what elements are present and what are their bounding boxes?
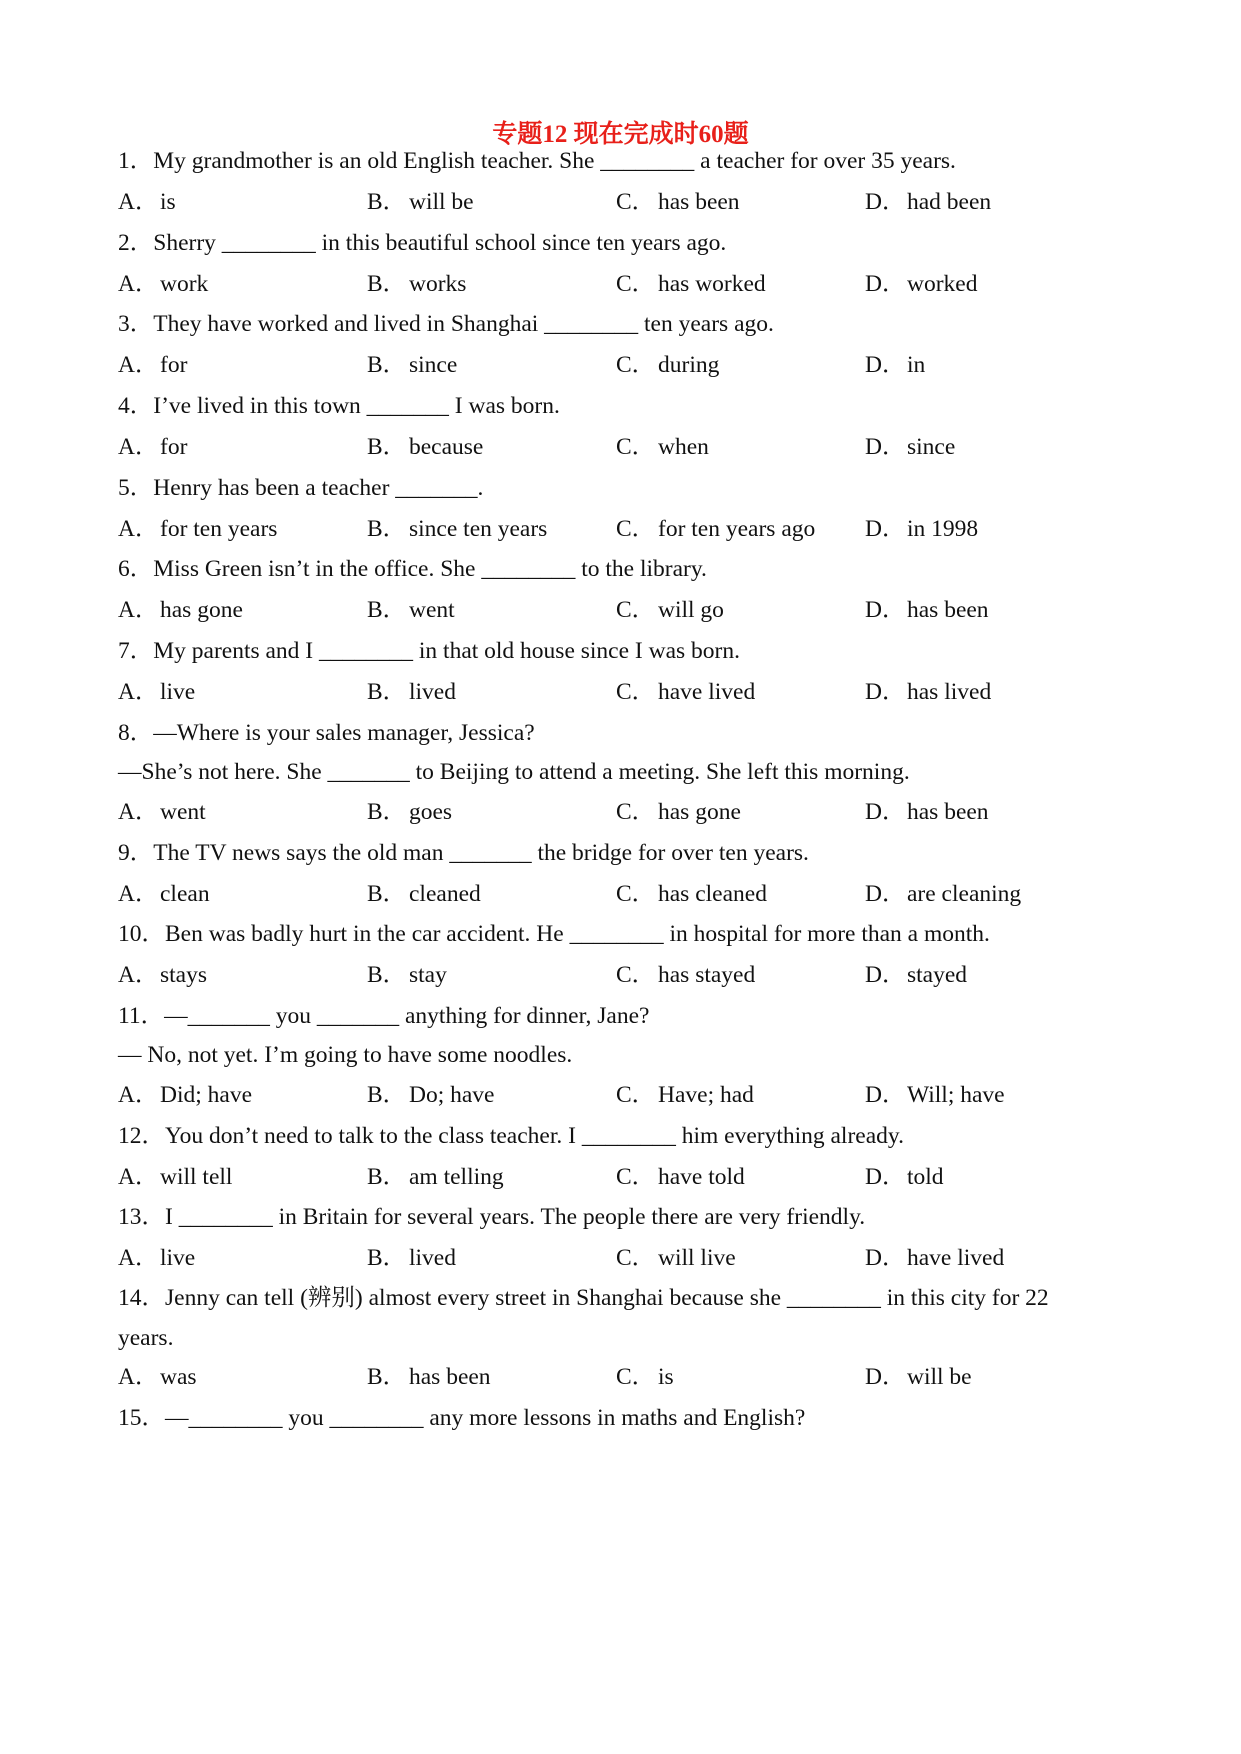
- question-3: 3．They have worked and lived in Shanghai ________ ten years ago.: [118, 311, 774, 337]
- question-5: 5．Henry has been a teacher _______.: [118, 475, 484, 501]
- option-b: B． will be: [367, 189, 474, 215]
- option-a: A．Did; have: [118, 1082, 253, 1108]
- option-b: B． because: [367, 434, 484, 460]
- question-8: 8．—Where is your sales manager, Jessica?: [118, 720, 535, 746]
- option-a: A．will tell: [118, 1164, 233, 1190]
- option-b: B． since: [367, 352, 458, 378]
- option-b: B． went: [367, 597, 455, 623]
- option-a: A．for: [118, 352, 188, 378]
- question-10: 10．Ben was badly hurt in the car accident. He ________ in hospital for more than a month.: [118, 921, 990, 947]
- option-d: D．worked: [865, 271, 978, 297]
- option-b: B． cleaned: [367, 881, 481, 907]
- option-a: A．clean: [118, 881, 210, 907]
- question-13-options: [0, 1241, 1241, 1275]
- option-d: D．has been: [865, 799, 989, 825]
- option-b: B． am telling: [367, 1164, 504, 1190]
- option-d: D．in: [865, 352, 926, 378]
- option-c: C． is: [616, 1364, 674, 1390]
- option-b: B． stay: [367, 962, 447, 988]
- option-c: C． has cleaned: [616, 881, 767, 907]
- question-3-options: [0, 348, 1241, 382]
- question-2-options: [0, 267, 1241, 301]
- option-c: C． will live: [616, 1245, 736, 1271]
- option-c: C． have lived: [616, 679, 756, 705]
- option-c: C． has worked: [616, 271, 766, 297]
- option-d: D．had been: [865, 189, 992, 215]
- question-12: 12．You don’t need to talk to the class teacher. I ________ him everything already.: [118, 1123, 904, 1149]
- question-11-response: — No, not yet. I’m going to have some noodles.: [118, 1042, 573, 1068]
- option-d: D．will be: [865, 1364, 972, 1390]
- option-d: D．stayed: [865, 962, 968, 988]
- option-d: D．in 1998: [865, 516, 979, 542]
- option-c: C． have told: [616, 1164, 745, 1190]
- question-2: 2．Sherry ________ in this beautiful school since ten years ago.: [118, 230, 727, 256]
- option-c: C． when: [616, 434, 709, 460]
- question-13: 13．I ________ in Britain for several years. The people there are very friendly.: [118, 1204, 866, 1230]
- option-c: C． has stayed: [616, 962, 756, 988]
- question-7-options: [0, 675, 1241, 709]
- question-4-options: [0, 430, 1241, 464]
- option-a: A．was: [118, 1364, 197, 1390]
- question-1-options: [0, 185, 1241, 219]
- question-8-options: [0, 795, 1241, 829]
- option-a: A．is: [118, 189, 176, 215]
- option-b: B． since ten years: [367, 516, 548, 542]
- option-a: A．work: [118, 271, 209, 297]
- question-14-continuation: years.: [118, 1325, 174, 1351]
- option-d: D．has been: [865, 597, 989, 623]
- option-a: A．went: [118, 799, 206, 825]
- option-b: B． goes: [367, 799, 453, 825]
- option-c: C． for ten years ago: [616, 516, 816, 542]
- question-1: 1．My grandmother is an old English teacher. She ________ a teacher for over 35 years.: [118, 148, 956, 174]
- option-a: A．live: [118, 679, 196, 705]
- question-11: 11．—_______ you _______ anything for dinner, Jane?: [118, 1003, 650, 1029]
- page-title: 专题12 现在完成时60题: [492, 121, 749, 148]
- question-6: 6．Miss Green isn’t in the office. She ________ to the library.: [118, 556, 707, 582]
- question-7: 7．My parents and I ________ in that old house since I was born.: [118, 638, 740, 664]
- question-11-options: [0, 1078, 1241, 1112]
- option-c: C． during: [616, 352, 720, 378]
- option-a: A．for ten years: [118, 516, 278, 542]
- option-a: A．for: [118, 434, 188, 460]
- option-c: C． has gone: [616, 799, 741, 825]
- option-c: C． Have; had: [616, 1082, 754, 1108]
- option-a: A．has gone: [118, 597, 243, 623]
- option-a: A．live: [118, 1245, 196, 1271]
- option-a: A．stays: [118, 962, 207, 988]
- option-b: B． has been: [367, 1364, 491, 1390]
- question-5-options: [0, 512, 1241, 546]
- option-d: D．told: [865, 1164, 944, 1190]
- question-12-options: [0, 1160, 1241, 1194]
- option-d: D．has lived: [865, 679, 992, 705]
- option-d: D．have lived: [865, 1245, 1005, 1271]
- option-b: B． Do; have: [367, 1082, 495, 1108]
- question-9-options: [0, 877, 1241, 911]
- question-14: 14．Jenny can tell (辨别) almost every street in Shanghai because she ________ in this city for 22: [118, 1285, 1049, 1311]
- option-c: C． will go: [616, 597, 724, 623]
- question-4: 4．I’ve lived in this town _______ I was born.: [118, 393, 560, 419]
- option-c: C． has been: [616, 189, 740, 215]
- option-b: B． lived: [367, 1245, 456, 1271]
- question-6-options: [0, 593, 1241, 627]
- option-d: D．since: [865, 434, 956, 460]
- question-9: 9．The TV news says the old man _______ the bridge for over ten years.: [118, 840, 809, 866]
- option-b: B． works: [367, 271, 467, 297]
- question-15: 15．—________ you ________ any more lessons in maths and English?: [118, 1405, 806, 1431]
- option-b: B． lived: [367, 679, 456, 705]
- option-d: D．Will; have: [865, 1082, 1005, 1108]
- question-14-options: [0, 1360, 1241, 1394]
- question-8-response: —She’s not here. She _______ to Beijing to attend a meeting. She left this morning.: [118, 759, 910, 785]
- option-d: D．are cleaning: [865, 881, 1022, 907]
- question-10-options: [0, 958, 1241, 992]
